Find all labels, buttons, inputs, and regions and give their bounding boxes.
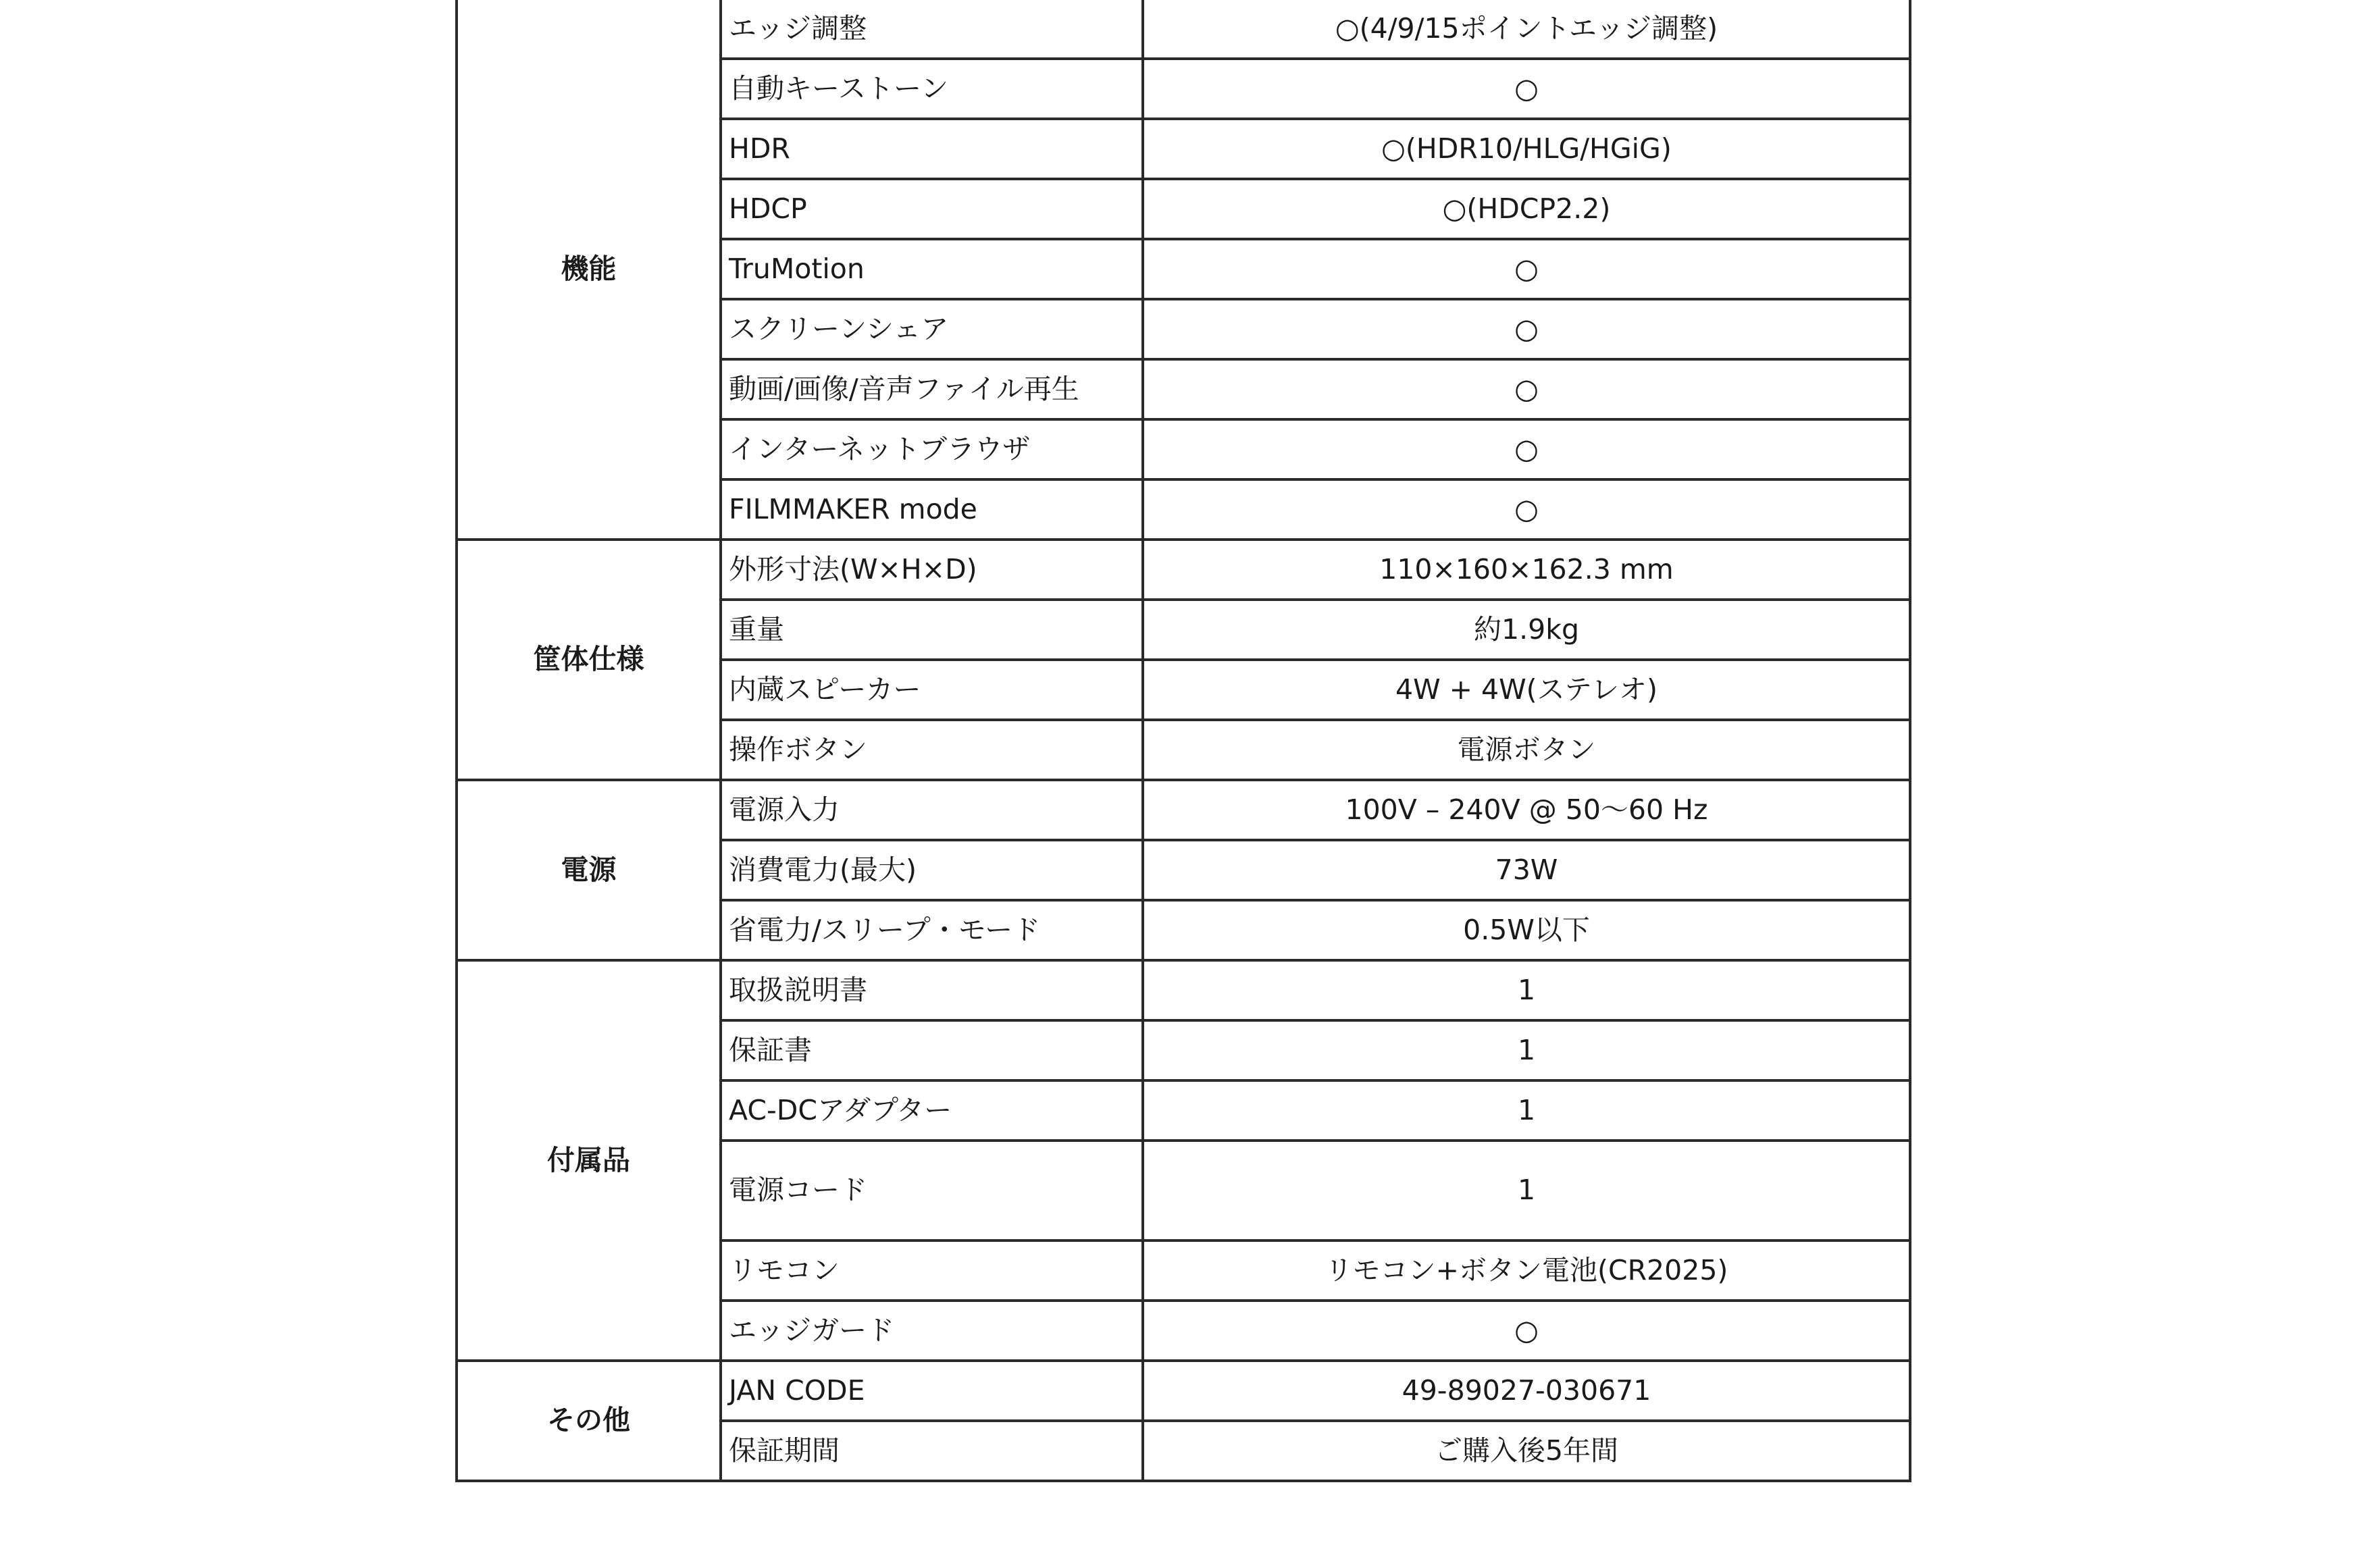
spec-item-label: FILMMAKER mode: [721, 479, 1143, 540]
spec-item-label: 電源コード: [721, 1141, 1143, 1240]
spec-item-label: HDR: [721, 119, 1143, 179]
spec-value: 1: [1143, 960, 1910, 1020]
spec-item-label: 重量: [721, 600, 1143, 660]
spec-value: 4W + 4W(ステレオ): [1143, 660, 1910, 720]
spec-item-label: エッジガード: [721, 1301, 1143, 1361]
spec-value: 73W: [1143, 840, 1910, 900]
spec-value: リモコン+ボタン電池(CR2025): [1143, 1240, 1910, 1301]
spec-row: [457, 1361, 1910, 1421]
spec-item-label: スクリーンシェア: [721, 299, 1143, 359]
spec-item-label: リモコン: [721, 1240, 1143, 1301]
spec-item-label: 保証期間: [721, 1421, 1143, 1481]
spec-value: 1: [1143, 1020, 1910, 1080]
spec-item-label: 保証書: [721, 1020, 1143, 1080]
spec-item-label: インターネットブラウザ: [721, 419, 1143, 479]
category-cell: その他: [457, 1361, 721, 1481]
spec-value: 1: [1143, 1080, 1910, 1141]
spec-item-label: エッジ調整: [721, 0, 1143, 59]
spec-item-label: 内蔵スピーカー: [721, 660, 1143, 720]
spec-item-label: 省電力/スリープ・モード: [721, 900, 1143, 960]
spec-value: ○(HDCP2.2): [1143, 179, 1910, 239]
category-cell: 筐体仕様: [457, 540, 721, 780]
spec-table: [455, 0, 1911, 1482]
spec-item-label: 自動キーストーン: [721, 59, 1143, 119]
spec-value: ○: [1143, 299, 1910, 359]
category-cell: 付属品: [457, 960, 721, 1361]
spec-value: ○: [1143, 419, 1910, 479]
spec-value: ○: [1143, 59, 1910, 119]
spec-value: 約1.9kg: [1143, 600, 1910, 660]
spec-item-label: 動画/画像/音声ファイル再生: [721, 359, 1143, 419]
spec-value: 電源ボタン: [1143, 720, 1910, 780]
spec-item-label: TruMotion: [721, 239, 1143, 299]
spec-item-label: JAN CODE: [721, 1361, 1143, 1421]
spec-value: 110×160×162.3 mm: [1143, 540, 1910, 600]
spec-value: ○: [1143, 479, 1910, 540]
spec-item-label: HDCP: [721, 179, 1143, 239]
spec-value: ○: [1143, 359, 1910, 419]
spec-item-label: 電源入力: [721, 780, 1143, 840]
spec-item-label: AC-DCアダプター: [721, 1080, 1143, 1141]
spec-value: ○(4/9/15ポイントエッジ調整): [1143, 0, 1910, 59]
spec-item-label: 外形寸法(W×H×D): [721, 540, 1143, 600]
spec-value: 100V – 240V @ 50〜60 Hz: [1143, 780, 1910, 840]
spec-row: [457, 780, 1910, 840]
spec-row: [457, 0, 1910, 59]
spec-value: 49-89027-030671: [1143, 1361, 1910, 1421]
spec-value: ご購入後5年間: [1143, 1421, 1910, 1481]
spec-value: 1: [1143, 1141, 1910, 1240]
spec-value: 0.5W以下: [1143, 900, 1910, 960]
spec-row: [457, 960, 1910, 1020]
spec-value: ○: [1143, 239, 1910, 299]
spec-value: ○(HDR10/HLG/HGiG): [1143, 119, 1910, 179]
spec-value: ○: [1143, 1301, 1910, 1361]
spec-item-label: 消費電力(最大): [721, 840, 1143, 900]
category-cell: 機能: [457, 0, 721, 540]
spec-item-label: 操作ボタン: [721, 720, 1143, 780]
category-cell: 電源: [457, 780, 721, 960]
spec-table-body: [457, 0, 1910, 1481]
spec-row: [457, 540, 1910, 600]
spec-item-label: 取扱説明書: [721, 960, 1143, 1020]
